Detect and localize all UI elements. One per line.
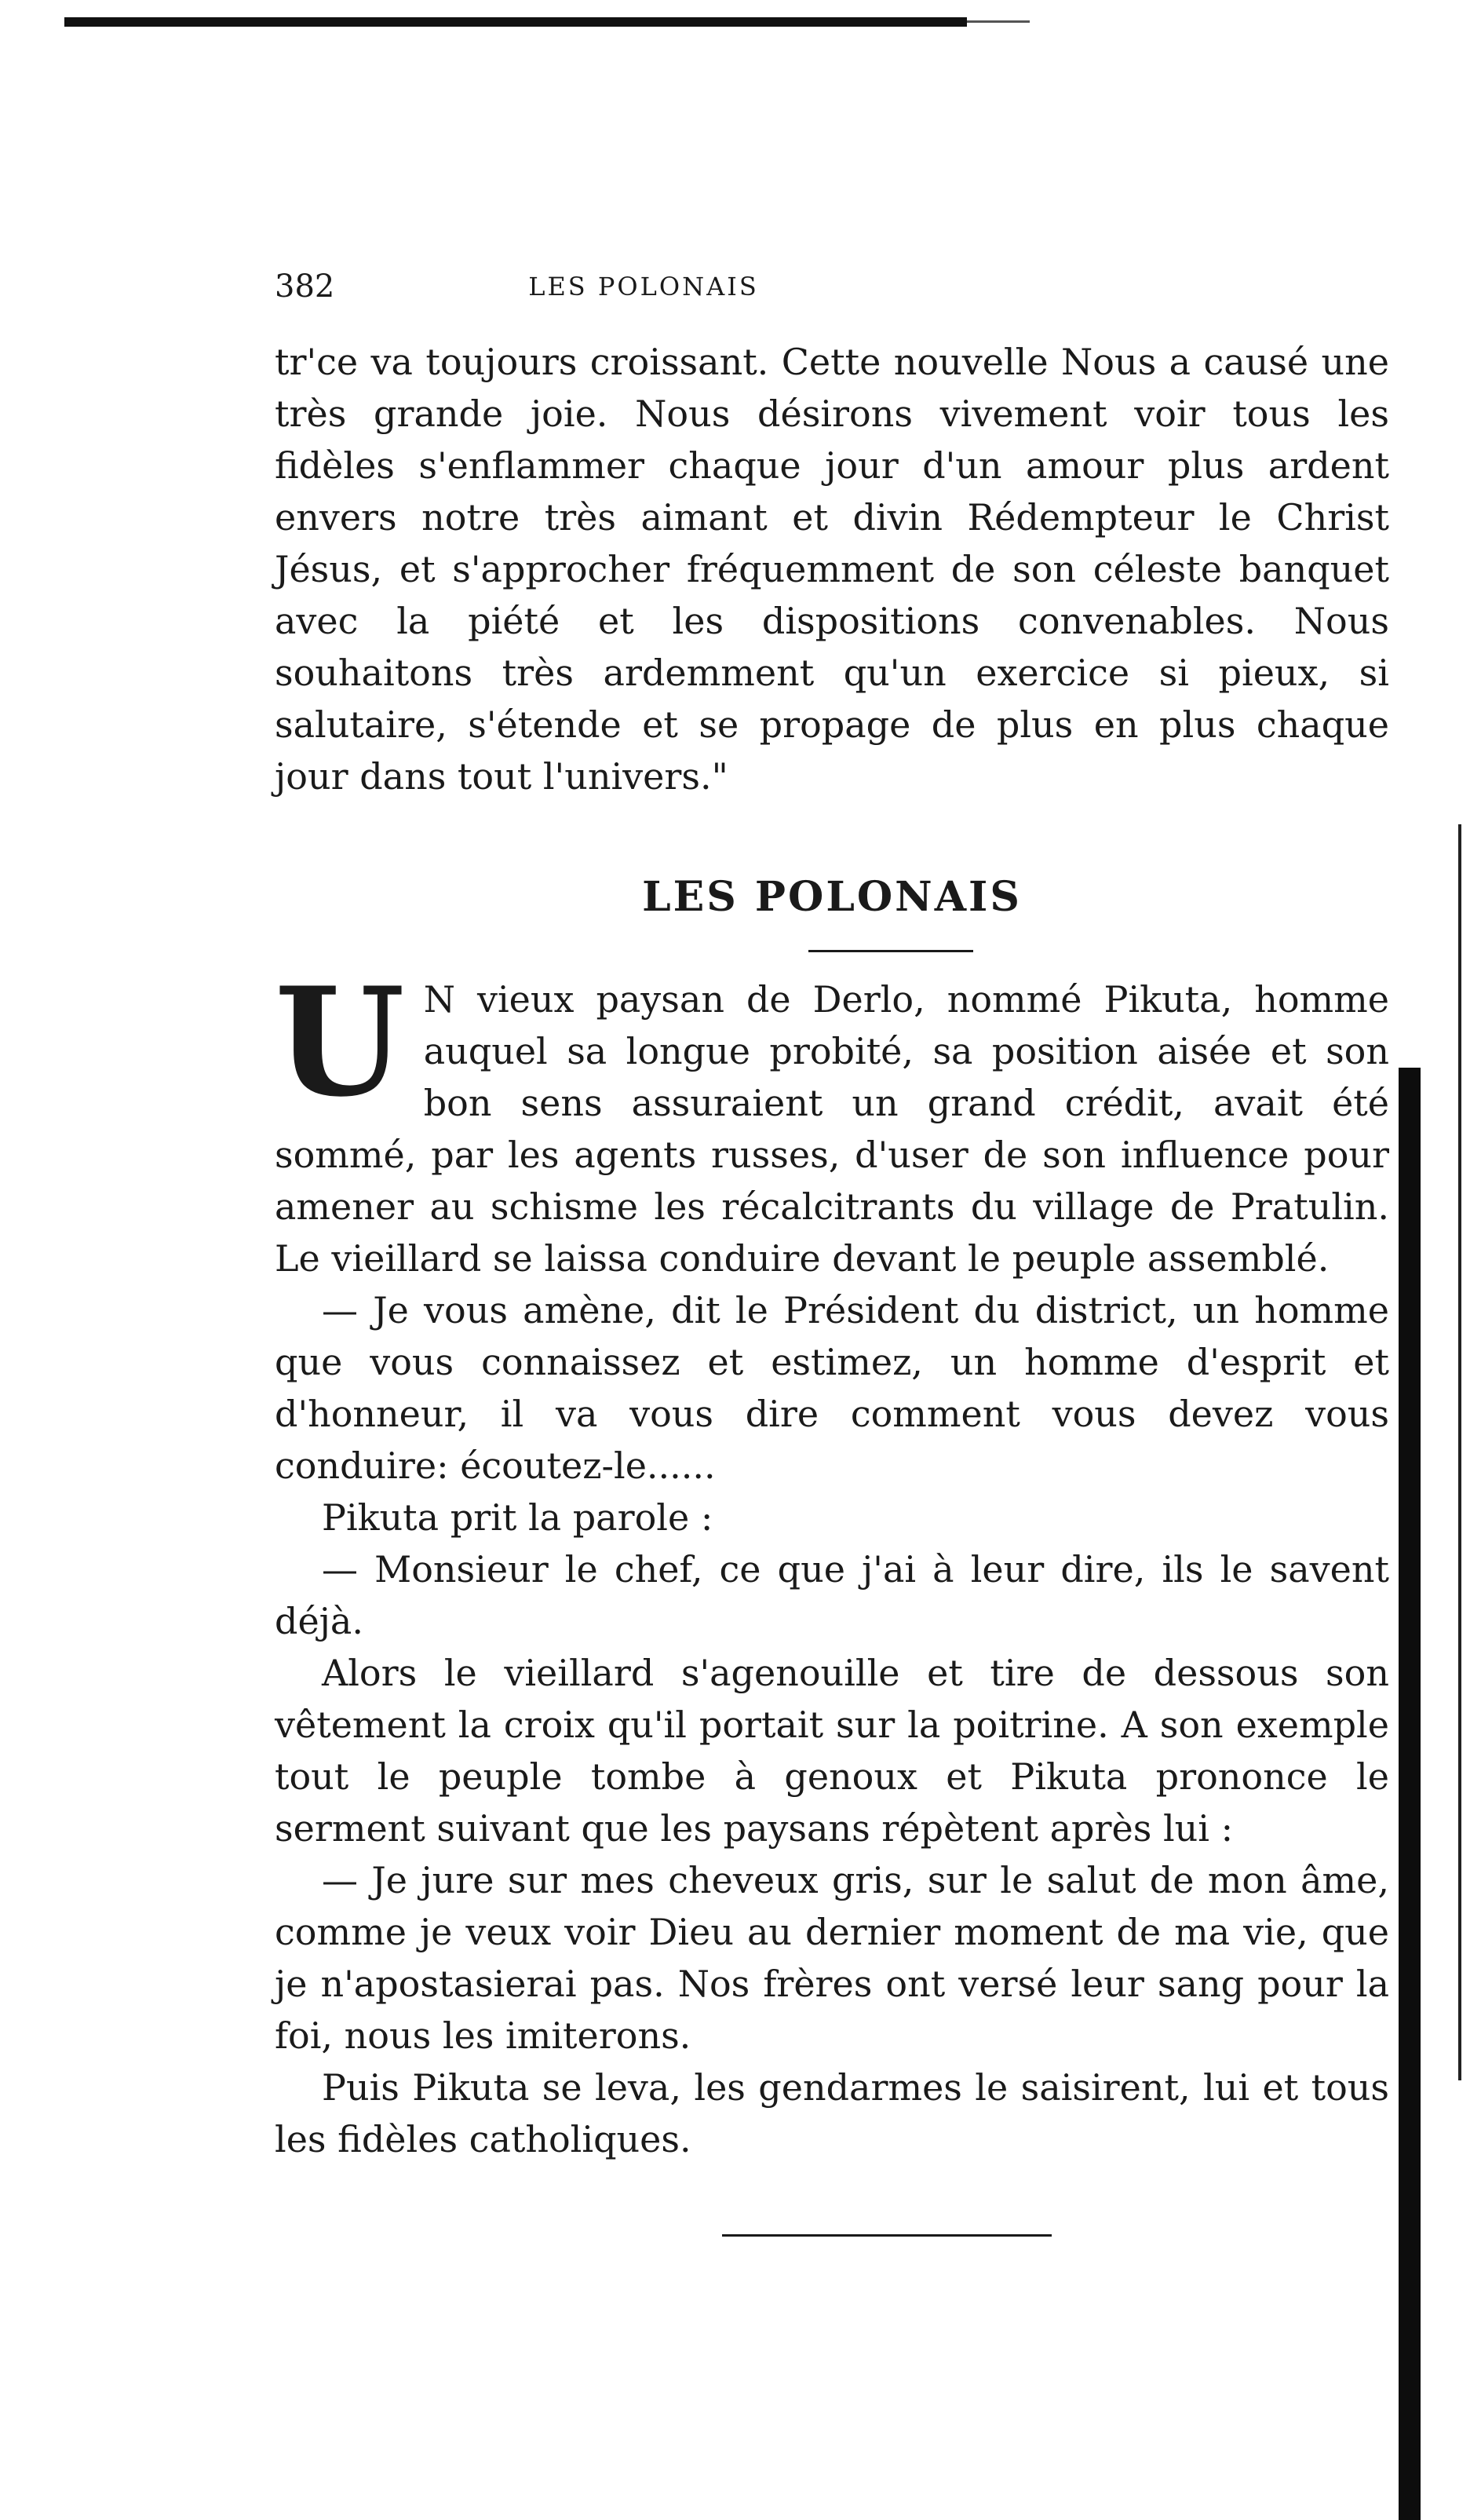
running-title: LES POLONAIS [528, 272, 759, 301]
title-rule [808, 950, 973, 952]
story-paragraph-4: — Monsieur le chef, ce que j'ai à leur dire, ils le savent déjà. [275, 1548, 1389, 1642]
story-paragraph-1 [275, 955, 1389, 1284]
continuation-paragraph: tr'ce va toujours croissant. Cette nouvelle Nous a causé une très grande joie. Nous désirons vivement voir tous les fidèles s'enflammer chaque jour d'un amour plus ardent envers notre très aimant et divin Rédempteur le Christ Jésus, et s'approcher fréquemment de son céleste banquet avec la piété et les dispositions convenables. Nous souhaitons très ardemment qu'un exercice si pieux, si salutaire, s'étende et se propage de plus en plus chaque jour dans tout l'univers." [275, 341, 1389, 798]
page-number: 382 [275, 268, 335, 305]
story-body [275, 955, 1389, 2165]
story-paragraph-5: Alors le vieillard s'agenouille et tire de dessous son vêtement la croix qu'il portait sur la poitrine. A son exemple tout le peuple tombe à genoux et Pikuta prononce le serment suivant que les paysans répètent après lui : [275, 1652, 1389, 1850]
drop-cap-initial: U [275, 955, 405, 1130]
paragraph-text: N vieux paysan de Derlo, nommé Pikuta, homme auquel sa longue probité, sa position aisée et son bon sens assuraient un grand crédit, avait été sommé, par les agents russes, d'user de son influence pour amener au schisme les récalcitrants du village de Pratulin. Le vieillard se laissa conduire devant le peuple assemblé. [275, 978, 1389, 1280]
end-rule [722, 2234, 1052, 2237]
story-paragraph-2: — Je vous amène, dit le Président du district, un homme que vous connaissez et estimez, un homme d'esprit et d'honneur, il va vous dire comment vous devez vous conduire: écoutez-le...... [275, 1289, 1389, 1487]
section-title: LES POLONAIS [642, 873, 1022, 921]
scan-border-top-fade [967, 20, 1030, 23]
story-paragraph-7: Puis Pikuta se leva, les gendarmes le saisirent, lui et tous les fidèles catholiques. [275, 2066, 1389, 2160]
scan-border-right-thin [1458, 824, 1461, 2080]
scan-border-top [64, 17, 967, 27]
scan-border-right [1399, 1068, 1421, 2520]
story-paragraph-6: — Je jure sur mes cheveux gris, sur le salut de mon âme, comme je veux voir Dieu au dernier moment de ma vie, que je n'apostasierai pas. Nos frères ont versé leur sang pour la foi, nous les imiterons. [275, 1859, 1389, 2057]
story-paragraph-3: Pikuta prit la parole : [322, 1496, 713, 1539]
continuation-text [275, 336, 1389, 802]
running-head [275, 267, 1012, 306]
